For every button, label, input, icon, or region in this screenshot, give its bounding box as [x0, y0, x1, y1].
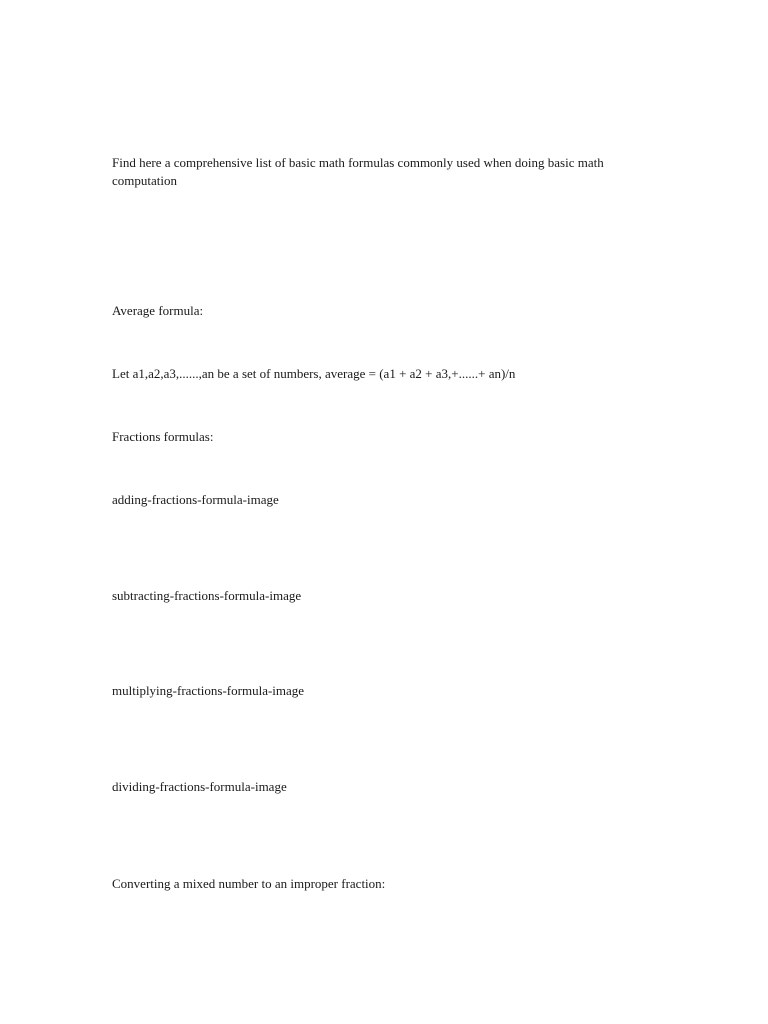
subtracting-fractions-image-placeholder: subtracting-fractions-formula-image: [112, 588, 302, 603]
intro-paragraph: Find here a comprehensive list of basic math formulas commonly used when doing basic math computation: [112, 155, 604, 188]
fractions-formulas-heading: Fractions formulas:: [112, 429, 214, 444]
dividing-fractions-image-placeholder: dividing-fractions-formula-image: [112, 779, 287, 794]
average-formula-heading: Average formula:: [112, 303, 204, 318]
adding-fractions-image-placeholder: adding-fractions-formula-image: [112, 492, 279, 507]
multiplying-fractions-image-placeholder: multiplying-fractions-formula-image: [112, 683, 305, 698]
average-formula-text: Let a1,a2,a3,......,an be a set of numbers, average = (a1 + a2 + a3,+......+ an)/n: [112, 366, 516, 381]
mixed-number-heading: Converting a mixed number to an improper fraction:: [112, 876, 386, 891]
